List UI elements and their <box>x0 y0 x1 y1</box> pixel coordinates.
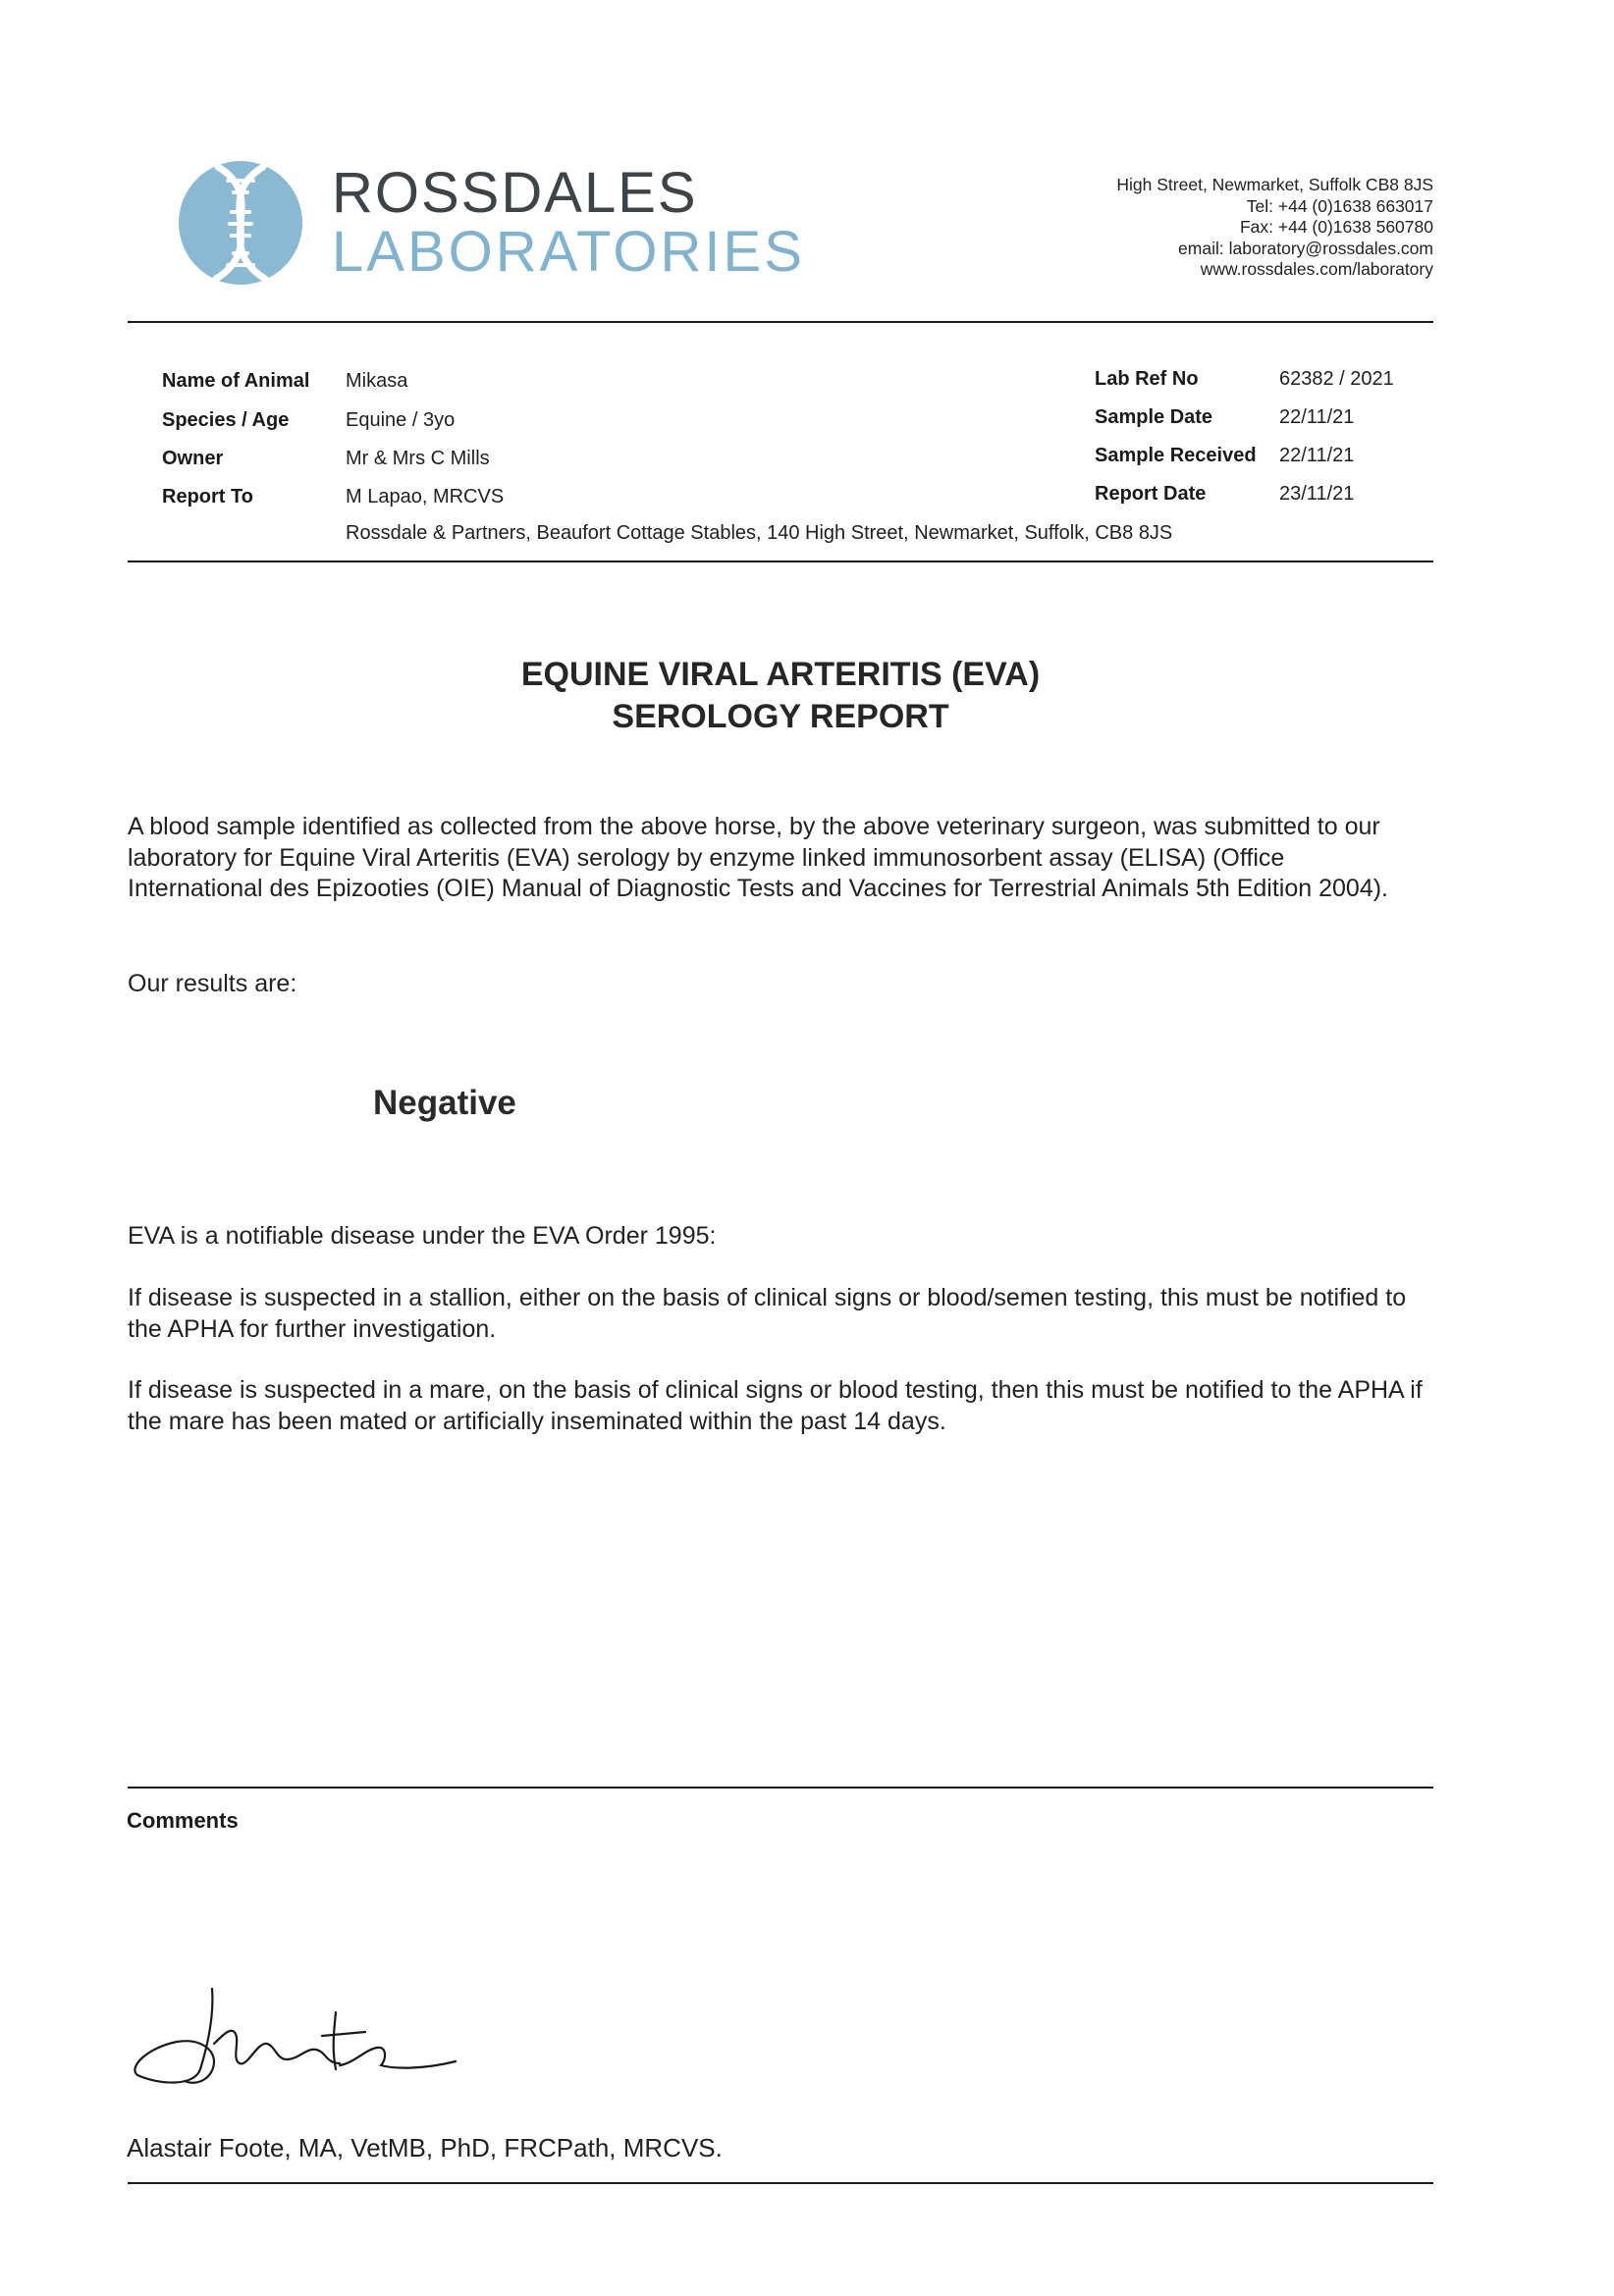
sample-date-label: Sample Date <box>1095 406 1213 428</box>
report-to-label: Report To <box>162 486 253 507</box>
report-to-value: M Lapao, MRCVS <box>346 486 505 507</box>
species-age-label: Species / Age <box>162 409 290 431</box>
stallion-note: If disease is suspected in a stallion, either on the basis of clinical signs or blood/semen testing, this must be notified to the APHA for further investigation. <box>128 1284 1407 1343</box>
brand-subtitle: LABORATORIES <box>332 220 805 284</box>
report-date-value: 23/11/21 <box>1279 483 1355 505</box>
sample-date-value: 22/11/21 <box>1279 406 1355 428</box>
header-divider <box>128 321 1433 323</box>
test-result: Negative <box>373 1084 516 1122</box>
tel-line: Tel: +44 (0)1638 663017 <box>1246 195 1433 216</box>
report-title-line2: SEROLOGY REPORT <box>612 698 949 735</box>
address-line: High Street, Newmarket, Suffolk CB8 8JS <box>1116 175 1433 194</box>
sample-received-label: Sample Received <box>1095 445 1257 466</box>
report-date-label: Report Date <box>1095 483 1207 505</box>
details-divider <box>128 561 1433 562</box>
species-age-value: Equine / 3yo <box>346 409 456 431</box>
lab-ref-value: 62382 / 2021 <box>1279 368 1394 390</box>
comments-label: Comments <box>127 1808 239 1833</box>
signature-image <box>130 1985 473 2093</box>
intro-paragraph: A blood sample identified as collected from the above horse, by the above veterinary surgeon, was submitted to our laboratory for Equine Viral Arteritis (EVA) serology by enzyme linked immunosorbent assay (ELISA) (Office International des Epizooties (OIE) Manual of Diagnostic Tests and Vaccines for Terrestrial Animals 5th Edition 2004). <box>128 813 1388 902</box>
sample-received-value: 22/11/21 <box>1279 445 1355 466</box>
owner-value: Mr & Mrs C Mills <box>346 448 490 469</box>
fax-line: Fax: +44 (0)1638 560780 <box>1239 217 1433 237</box>
signatory-name: Alastair Foote, MA, VetMB, PhD, FRCPath, MRCVS. <box>127 2133 723 2163</box>
notifiable-statement: EVA is a notifiable disease under the EVA Order 1995: <box>128 1222 717 1250</box>
dna-logo-icon <box>177 159 304 287</box>
animal-name-value: Mikasa <box>346 370 408 392</box>
animal-name-label: Name of Animal <box>162 370 310 392</box>
results-intro: Our results are: <box>128 970 297 997</box>
footer-divider <box>128 2182 1433 2184</box>
lab-ref-label: Lab Ref No <box>1095 368 1199 390</box>
report-to-address: Rossdale & Partners, Beaufort Cottage Stables, 140 High Street, Newmarket, Suffolk, CB8 8JS <box>346 522 1173 544</box>
mare-note: If disease is suspected in a mare, on the basis of clinical signs or blood testing, then this must be notified to the APHA if the mare has been mated or artificially inseminated within the past 14 days. <box>128 1376 1423 1435</box>
comments-divider <box>128 1787 1433 1789</box>
email-line[interactable]: email: laboratory@rossdales.com <box>1178 238 1433 258</box>
website-link[interactable]: www.rossdales.com/laboratory <box>1200 259 1433 279</box>
brand-name: ROSSDALES <box>332 161 698 225</box>
contact-block <box>1021 175 1433 281</box>
report-title-line1: EQUINE VIRAL ARTERITIS (EVA) <box>520 656 1041 693</box>
owner-label: Owner <box>162 448 224 469</box>
